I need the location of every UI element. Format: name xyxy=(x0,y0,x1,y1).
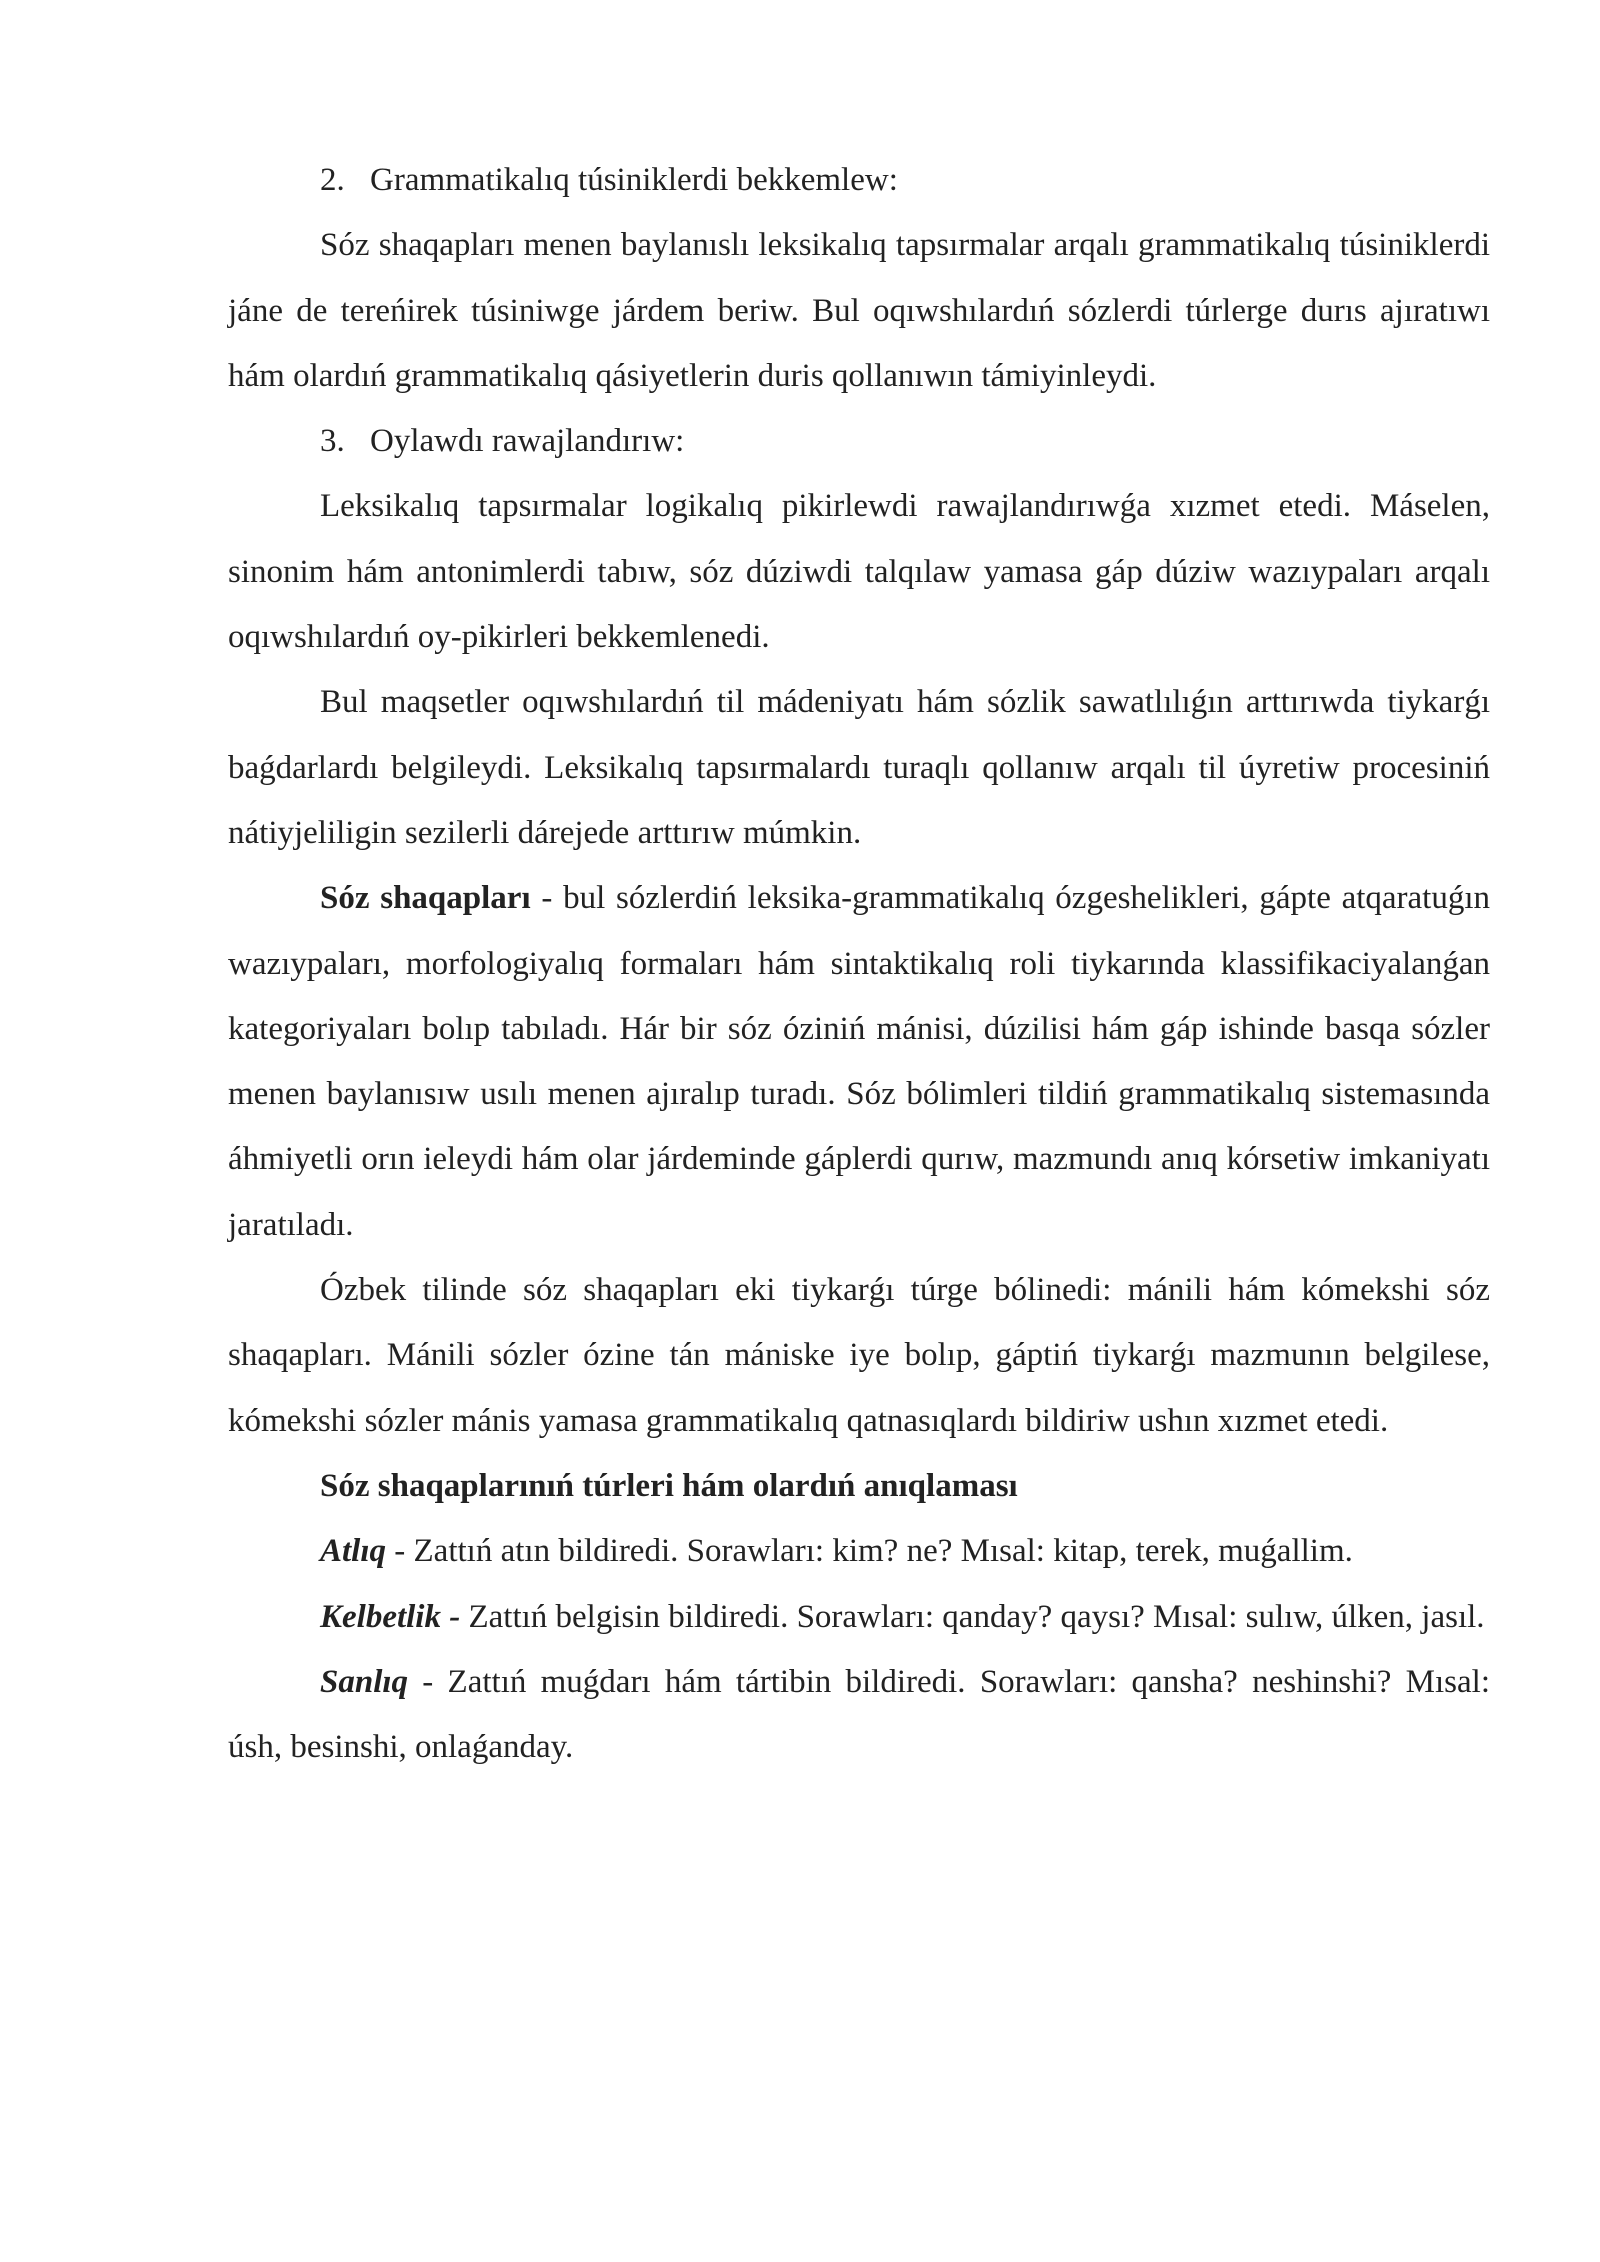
document-page xyxy=(228,148,1490,1780)
list-item-2-number: 2. xyxy=(320,162,345,198)
list-item-3-number: 3. xyxy=(320,423,345,460)
type-paragraph-adjective xyxy=(228,1585,1490,1650)
type-term: Kelbetlik - xyxy=(320,1598,461,1635)
definition-text: - bul sózlerdiń leksika-grammatikalıq ózgeshelikleri, gápte atqaratuǵın wazıypaları, morfologiyalıq formaları hám sintaktikalıq roli tiykarında klassifikaciyalanǵan kategoriyaları bolıp tabıladı. Hár bir sóz óziniń mánisi, dúzilisi hám gáp ishinde basqa sózler menen baylanısıw usılı menen ajıralıp turadı. Sóz bólimleri tildiń grammatikalıq sistemasında áhmiyetli orın ieleydi hám olar járdeminde gáplerdi qurıw, mazmundı anıq kórsetiw imkaniyatı jaratıladı. xyxy=(228,880,1491,1243)
list-item-3-title: Oylawdı rawajlandırıw: xyxy=(370,423,685,460)
type-paragraph-noun xyxy=(228,1519,1490,1584)
list-item-3-heading xyxy=(228,409,1490,474)
type-text: - Zattıń muǵdarı hám tártibin bildiredi. Sorawları: qansha? neshinshi? Mısal: úsh, besinshi, onlaǵanday. xyxy=(228,1663,1490,1766)
definition-paragraph xyxy=(228,866,1490,1258)
type-text: - Zattıń atın bildiredi. Sorawları: kim? ne? Mısal: kitap, terek, muǵallim. xyxy=(386,1533,1353,1570)
type-text: Zattıń belgisin bildiredi. Sorawları: qanday? qaysı? Mısal: sulıw, úlken, jasıl. xyxy=(460,1598,1485,1635)
list-item-3-paragraph: Leksikalıq tapsırmalar logikalıq pikirlewdi rawajlandırıwǵa xızmet etedi. Máselen, sinonim hám antonimlerdi tabıw, sóz dúziwdi talqılaw yamasa gáp dúziw wazıypaları arqalı oqıwshılardıń oy-pikirleri bekkemlenedi. xyxy=(228,488,1490,656)
type-term: Sanlıq xyxy=(320,1663,409,1700)
uzbek-classification-paragraph: Ózbek tilinde sóz shaqapları eki tiykarǵı túrge bólinedi: mánili hám kómekshi sóz shaqapları. Mánili sózler ózine tán mániske iye bolıp, gáptiń tiykarǵı mazmunın belgilese, kómekshi sózler mánis yamasa grammatikalıq qatnasıqlardı bildiriw ushın xızmet etedi. xyxy=(228,1272,1490,1439)
list-item-2-title: Grammatikalıq túsiniklerdi bekkemlew: xyxy=(370,162,898,198)
list-item-2-paragraph: Sóz shaqapları menen baylanıslı leksikalıq tapsırmalar arqalı grammatikalıq túsiniklerdi jáne de tereńirek túsiniwge járdem beriw. Bul oqıwshılardıń sózlerdi túrlerge durıs ajıratıwı hám olardıń grammatikalıq qásiyetlerin duris qollanıwın támiyinleydi. xyxy=(228,227,1490,394)
goals-paragraph: Bul maqsetler oqıwshılardıń til mádeniyatı hám sózlik sawatlılıǵın arttırıwda tiykarǵı baǵdarlardı belgileydi. Leksikalıq tapsırmalardı turaqlı qollanıw arqalı til úyretiw procesiniń nátiyjeliligin sezilerli dárejede arttırıw múmkin. xyxy=(228,684,1490,851)
type-paragraph-numeral xyxy=(228,1650,1490,1781)
definition-term: Sóz shaqapları xyxy=(320,880,531,917)
section-heading: Sóz shaqaplarınıń túrleri hám olardıń anıqlaması xyxy=(320,1467,1018,1504)
list-item-2-heading xyxy=(228,148,1490,213)
type-term: Atlıq xyxy=(320,1533,387,1570)
